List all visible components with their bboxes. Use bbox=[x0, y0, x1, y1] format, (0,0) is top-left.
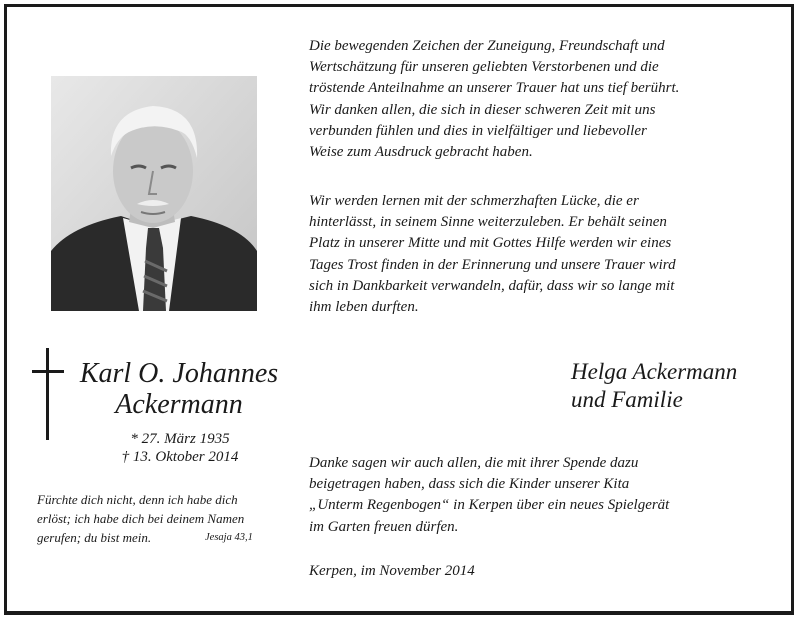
bible-verse bbox=[37, 490, 277, 547]
text-line: ihm leben durften. bbox=[309, 299, 419, 316]
family-signature bbox=[571, 358, 737, 414]
text-line: sich in Dankbarkeit verwandeln, dafür, dass wir so lange mit bbox=[309, 277, 675, 294]
text-line: hinterlässt, in seinem Sinne weiterzuleben. Er behält seinen bbox=[309, 214, 667, 231]
text-line: beigetragen haben, dass sich die Kinder unserer Kita bbox=[309, 476, 630, 493]
text-line: Platz in unserer Mitte und mit Gottes Hilfe werden wir eines bbox=[309, 235, 672, 252]
death-date: † 13. Oktober 2014 bbox=[121, 449, 239, 465]
birth-date: * 27. März 1935 bbox=[130, 431, 230, 447]
name-line-1: Karl O. Johannes bbox=[79, 358, 279, 389]
verse-line: erlöst; ich habe dich bei deinem Namen bbox=[37, 511, 245, 526]
text-line: Tages Trost finden in der Erinnerung und unsere Trauer wird bbox=[309, 256, 676, 273]
thanks-paragraph-1 bbox=[309, 36, 679, 163]
text-line: Wir werden lernen mit der schmerzhaften Lücke, die er bbox=[309, 193, 639, 209]
portrait-photo bbox=[51, 76, 257, 311]
signature-line-2: und Familie bbox=[571, 387, 683, 412]
donation-paragraph bbox=[309, 453, 669, 538]
text-line: tröstende Anteilnahme an unserer Trauer hat uns tief berührt. bbox=[309, 80, 680, 97]
text-line: Die bewegenden Zeichen der Zuneigung, Freundschaft und bbox=[309, 38, 665, 54]
name-line-2: Ackermann bbox=[115, 389, 243, 420]
text-line: verbunden fühlen und dies in vielfältiger und liebevoller bbox=[309, 122, 647, 139]
text-line: Wertschätzung für unseren geliebten Verstorbenen und die bbox=[309, 59, 659, 76]
text-line: Weise zum Ausdruck gebracht haben. bbox=[309, 144, 533, 161]
place-date: Kerpen, im November 2014 bbox=[309, 563, 475, 579]
verse-reference: Jesaja 43,1 bbox=[205, 532, 253, 543]
verse-line: gerufen; du bist mein. bbox=[37, 530, 152, 545]
text-line: Danke sagen wir auch allen, die mit ihrer Spende dazu bbox=[309, 455, 639, 471]
thanks-paragraph-2 bbox=[309, 191, 676, 318]
life-dates bbox=[80, 430, 280, 466]
text-line: Wir danken allen, die sich in dieser schweren Zeit mit uns bbox=[309, 101, 656, 118]
text-line: im Garten freuen dürfen. bbox=[309, 518, 459, 535]
cross-icon bbox=[32, 348, 64, 440]
text-line: „Unterm Regenbogen“ in Kerpen über ein neues Spielgerät bbox=[309, 497, 670, 514]
signature-line-1: Helga Ackermann bbox=[571, 359, 738, 384]
deceased-name bbox=[66, 358, 292, 420]
verse-line: Fürchte dich nicht, denn ich habe dich bbox=[37, 492, 238, 507]
